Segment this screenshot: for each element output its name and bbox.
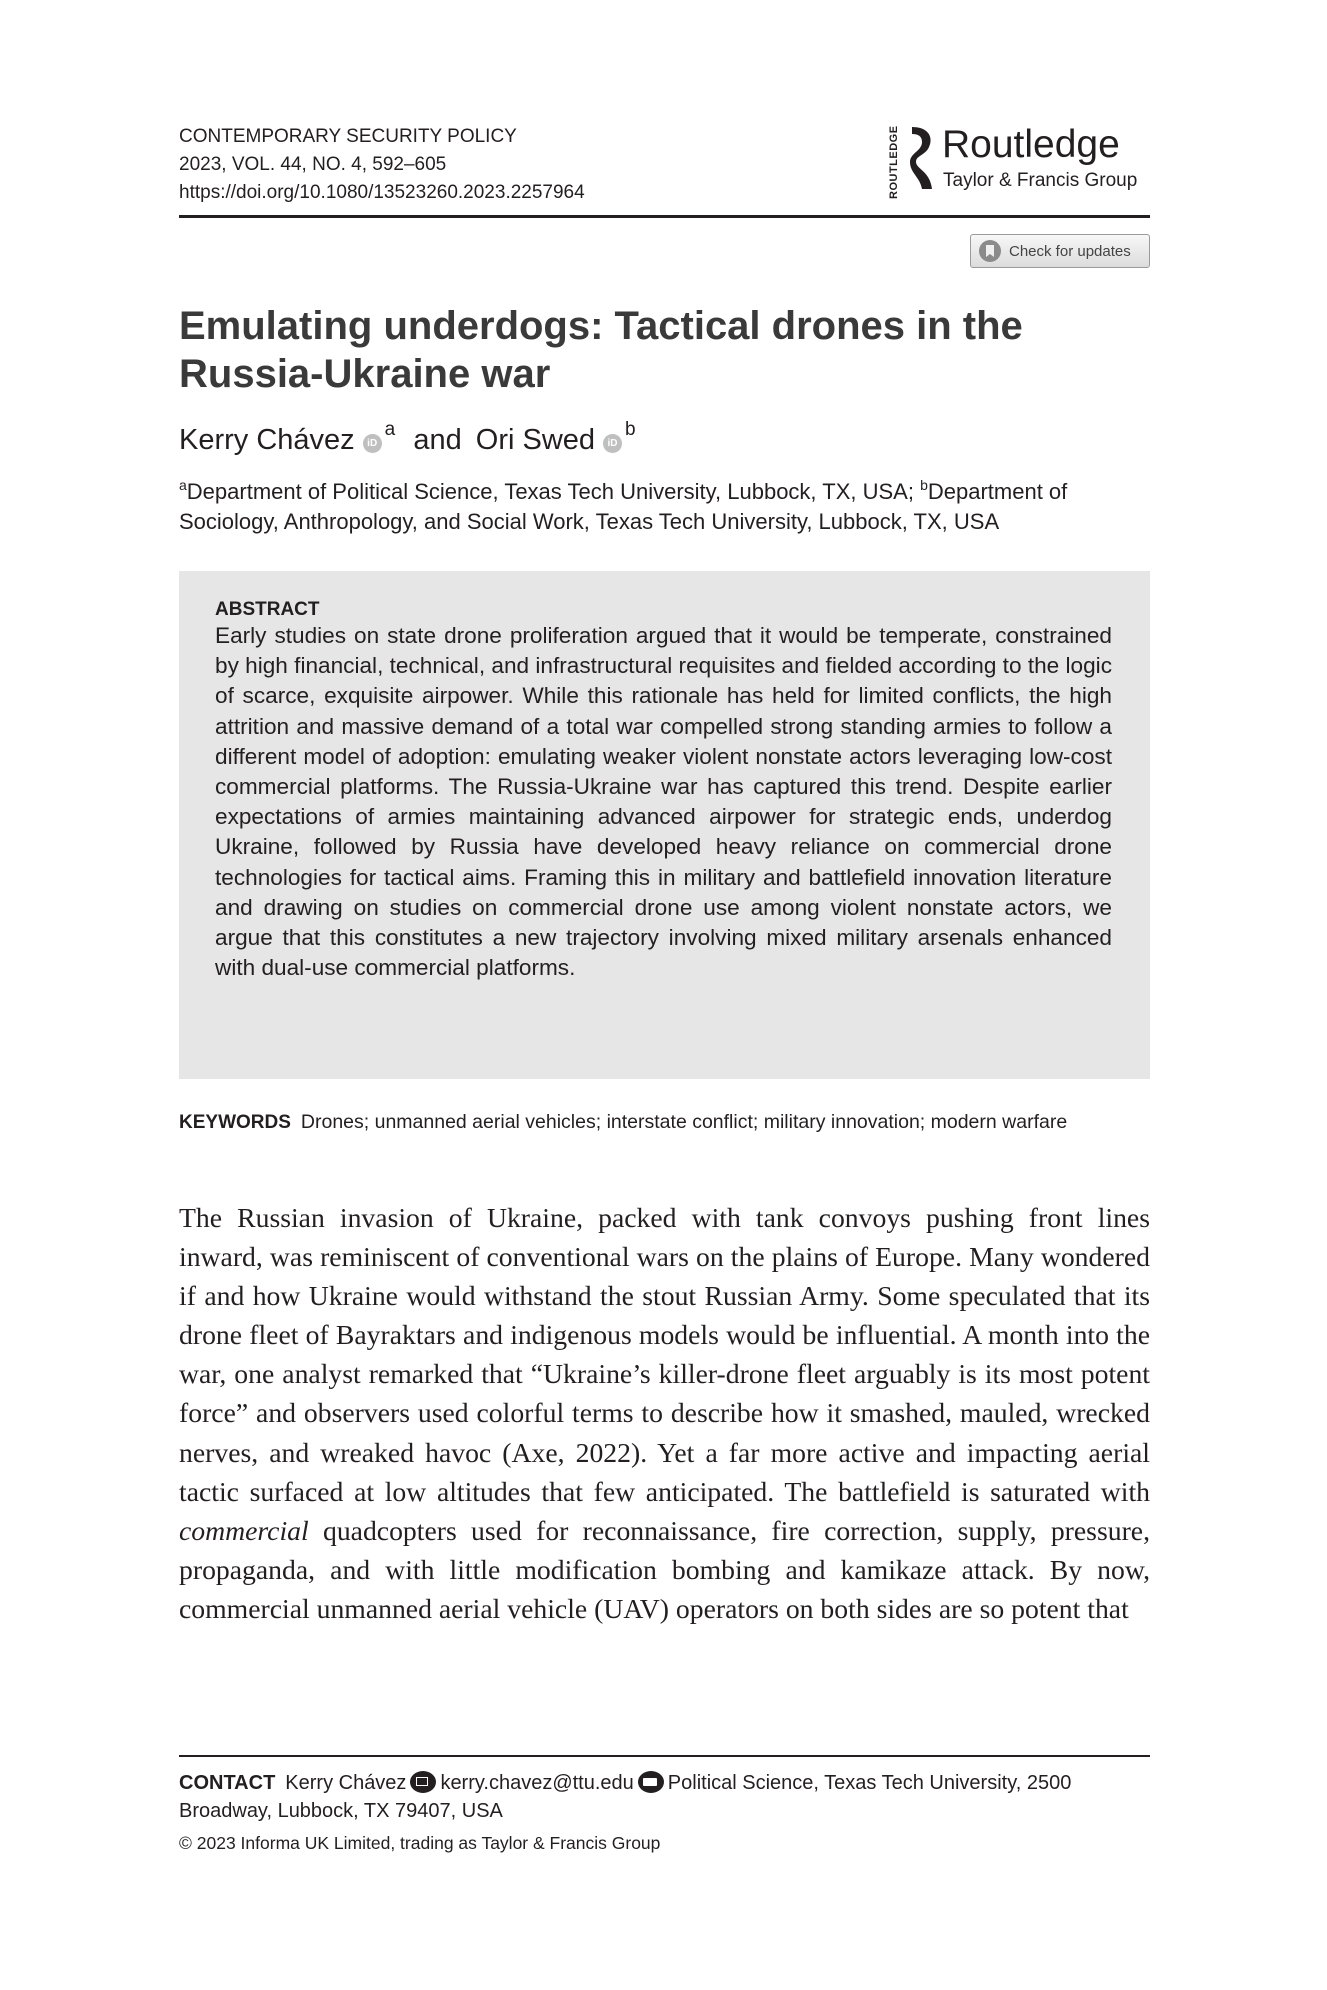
author-list <box>179 420 636 460</box>
keywords-label: KEYWORDS <box>179 1112 291 1133</box>
contact-email[interactable]: kerry.chavez@ttu.edu <box>440 1772 634 1794</box>
article-page <box>179 0 1150 1990</box>
affil-mark-b: b <box>920 477 928 493</box>
journal-info <box>179 123 585 207</box>
copyright: © 2023 Informa UK Limited, trading as Taylor & Francis Group <box>179 1833 661 1853</box>
contact-info <box>179 1769 1150 1825</box>
contact-label: CONTACT <box>179 1772 276 1794</box>
journal-name: CONTEMPORARY SECURITY POLICY <box>179 126 517 147</box>
affil-b: Department of Sociology, Anthropology, and Social Work, Texas Tech University, Lubbock, TX, USA <box>179 479 1068 534</box>
bookmark-icon <box>979 240 1001 262</box>
address-card-icon <box>638 1771 664 1793</box>
body-text-part: The Russian invasion of Ukraine, packed with tank convoys pushing front lines inward, was reminiscent of conventional wars on the plains of Europe. Many wondered if and how Ukraine would withstand the stout Russian Army. Some speculated that its drone fleet of Bayraktars and indigenous models would be influential. A month into the war, one analyst remarked that “Ukraine’s killer-drone fleet arguably is its most potent force” and observers used colorful terms to describe how it smashed, mauled, wrecked nerves, and wreaked havoc (Axe, 2022). Yet a far more active and impacting aerial tactic surfaced at low altitudes that few anticipated. The battlefield is saturated with <box>179 1202 1150 1507</box>
body-text-part: quadcopters used for reconnaissance, fire correction, supply, pressure, propaganda, and with little modification bombing and kamikaze attack. By now, commercial unmanned aerial vehicle (UAV) operators on both sides are so potent that <box>179 1514 1150 1624</box>
author-affil-mark: b <box>625 419 636 440</box>
publisher-logo[interactable] <box>888 123 1150 203</box>
footer-rule <box>179 1755 1150 1757</box>
abstract-heading: ABSTRACT <box>215 599 320 620</box>
check-updates-label: Check for updates <box>1009 242 1131 260</box>
keywords <box>179 1109 1150 1136</box>
article-title: Emulating underdogs: Tactical drones in the Russia-Ukraine war <box>179 304 1023 396</box>
affil-mark-a: a <box>179 477 187 493</box>
abstract-box <box>179 571 1150 1079</box>
body-paragraph <box>179 1198 1150 1628</box>
affiliations <box>179 477 1150 537</box>
volume-line: 2023, VOL. 44, NO. 4, 592–605 <box>179 154 447 175</box>
contact-name: Kerry Chávez <box>285 1772 407 1794</box>
publisher-vertical-text: ROUTLEDGE <box>888 125 900 199</box>
orcid-icon[interactable]: iD <box>363 434 382 453</box>
orcid-icon[interactable]: iD <box>603 434 622 453</box>
affil-a: Department of Political Science, Texas Tech University, Lubbock, TX, USA; <box>186 479 921 504</box>
author-name[interactable]: Kerry Chávez <box>179 424 355 456</box>
keywords-list: Drones; unmanned aerial vehicles; interstate conflict; military innovation; modern warfare <box>300 1111 1068 1133</box>
contact-address: Political Science, Texas Tech University, 2500 Broadway, Lubbock, TX 79407, USA <box>179 1772 1072 1822</box>
publisher-group: Taylor & Francis Group <box>943 170 1138 191</box>
author-affil-mark: a <box>384 419 396 440</box>
routledge-logo-icon <box>908 125 938 191</box>
check-for-updates-button[interactable] <box>970 234 1150 268</box>
envelope-icon <box>410 1771 436 1793</box>
author-conjunction: and <box>413 424 462 456</box>
abstract-text: Early studies on state drone proliferation argued that it would be temperate, constrained by high financial, technical, and infrastructural requisites and fielded according to the logic of scarce, exquisite airpower. While this rationale has held for limited conflicts, the high attrition and massive demand of a total war compelled strong standing armies to follow a different model of adoption: emulating weaker violent nonstate actors leveraging low-cost commercial platforms. The Russia-Ukraine war has captured this trend. Despite earlier expectations of armies maintaining advanced airpower for strategic ends, underdog Ukraine, followed by Russia have developed heavy reliance on commercial drone technologies for tactical aims. Framing this in military and battlefield innovation literature and drawing on studies on commercial drone use among violent nonstate actors, we argue that this constitutes a new trajectory involving mixed military arsenals enhanced with dual-use commercial platforms. <box>215 623 1112 981</box>
publisher-name: Routledge <box>942 123 1120 166</box>
body-text-italic: commercial <box>179 1514 309 1546</box>
doi-link[interactable]: https://doi.org/10.1080/13523260.2023.2257964 <box>179 182 585 203</box>
header-rule <box>179 215 1150 218</box>
author-name[interactable]: Ori Swed <box>475 424 596 456</box>
